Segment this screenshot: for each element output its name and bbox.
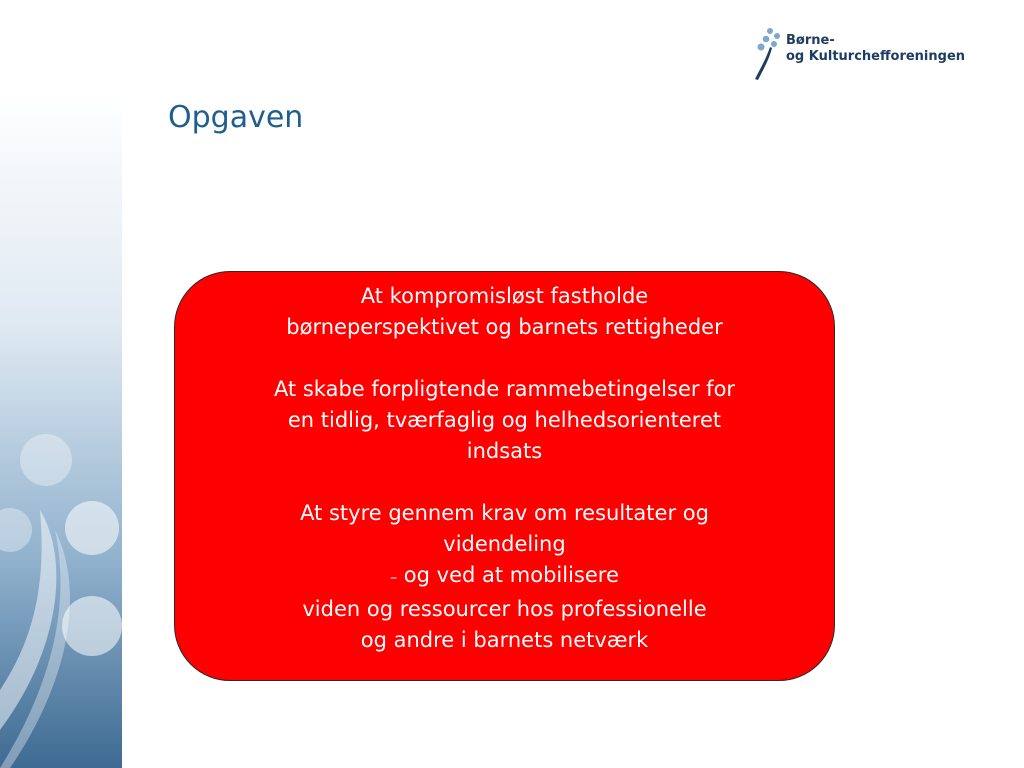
content-box: [174, 271, 835, 681]
content-text: [175, 281, 834, 656]
side-band-graphic: [0, 90, 122, 768]
para2-line1: At skabe forpligtende rammebetingelser for: [273, 377, 736, 401]
dash-mark: –: [390, 570, 398, 586]
para3-line5: og andre i barnets netværk: [360, 628, 649, 652]
logo-line-1: Børne-: [786, 33, 835, 48]
para3-line4: viden og ressourcer hos professionelle: [302, 597, 707, 621]
logo-line-2: og Kulturchefforeningen: [786, 49, 966, 64]
organization-logo: [752, 27, 972, 83]
bkf-logo-icon: [752, 27, 784, 83]
logo-wordmark: [786, 33, 965, 65]
para3-line3: [175, 560, 834, 594]
slide-title: Opgaven: [168, 100, 304, 135]
para2-line3: indsats: [466, 439, 543, 463]
para2-line2: en tidlig, tværfaglig og helhedsorienteret: [287, 408, 722, 432]
para3-line1: At styre gennem krav om resultater og: [300, 501, 709, 525]
para3-line2: videndeling: [443, 532, 566, 556]
decorative-side-band: [0, 90, 122, 768]
para1-line2: børneperspektivet og barnets rettigheder: [286, 315, 723, 339]
para3-line3-text: og ved at mobilisere: [397, 563, 619, 587]
para1-line1: At kompromisløst fastholde: [360, 284, 649, 308]
